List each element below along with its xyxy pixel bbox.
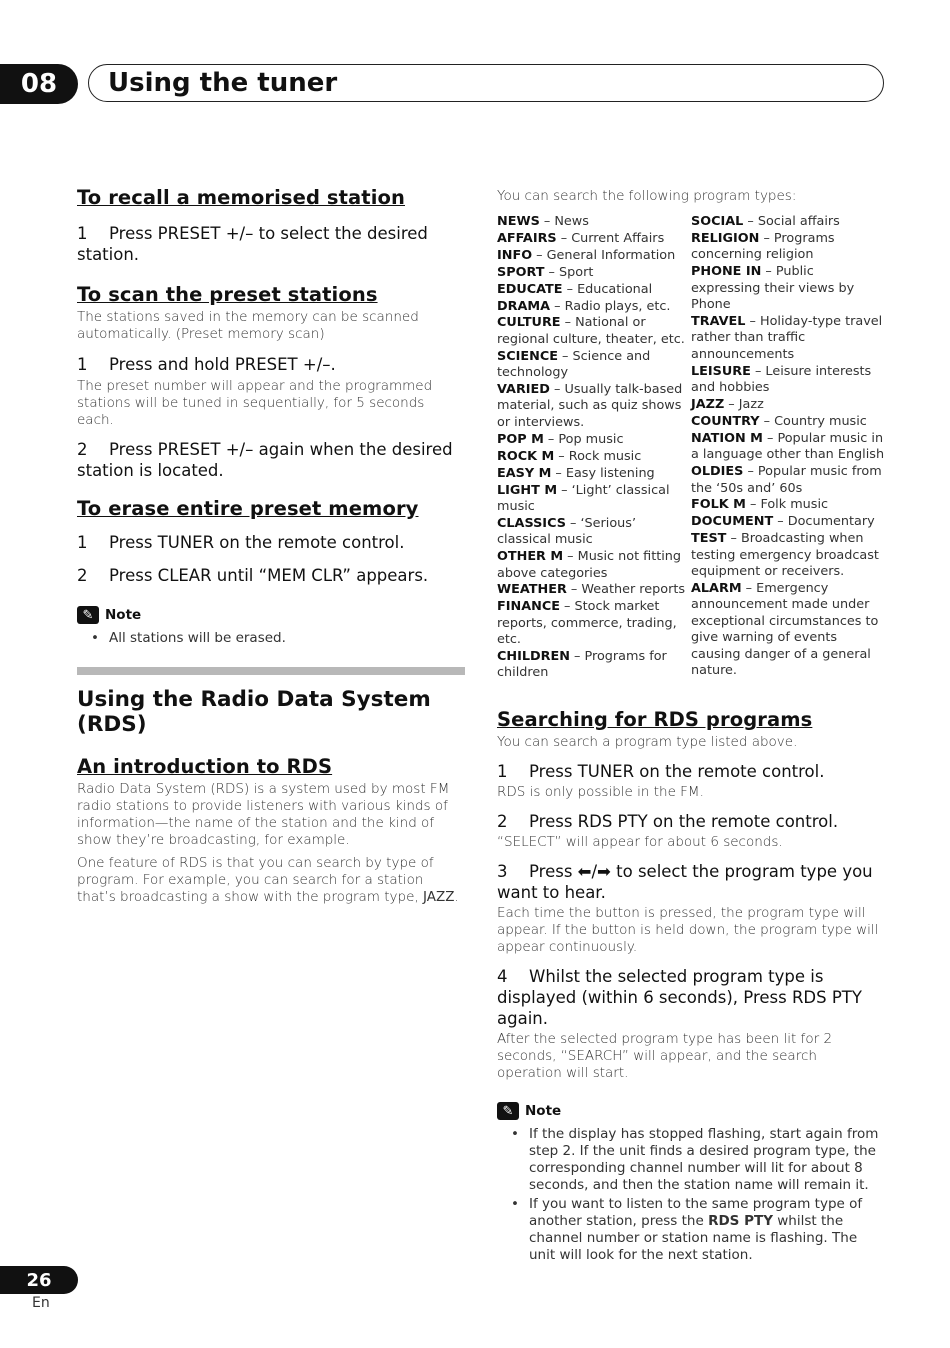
note-bullet-2 [497, 1196, 885, 1264]
page-number: 26 [26, 1269, 52, 1291]
program-type-code: NATION M [691, 430, 763, 446]
program-type-item: PHONE IN – Public expressing their views by Phone [691, 264, 855, 313]
program-type-desc: Music not fitting above categories [497, 549, 682, 581]
program-type-item: WEATHER – Weather reports [497, 582, 686, 598]
program-type-item: COUNTRY – Country music [691, 413, 867, 429]
program-type-desc: Popular music from the ‘50s and’ 60s [691, 464, 882, 496]
program-type-desc: Radio plays, etc. [564, 298, 671, 314]
para-text: One feature of RDS is that you can search by type of program. For example, you can search for a station that’s broadcasting a show with the program type, [77, 855, 434, 905]
program-type-code: DOCUMENT [691, 514, 774, 530]
program-type-code: NEWS [497, 214, 540, 229]
program-type-item: VARIED – Usually talk-based material, such as quiz shows or interviews. [497, 382, 683, 430]
program-type-desc: Rock music [568, 448, 642, 464]
program-type-desc: Holiday-type travel rather than traffic announcements [691, 313, 883, 362]
program-type-code: EASY M [497, 465, 552, 481]
program-type-desc: Documentary [787, 514, 875, 530]
types-intro: You can search the following program types: [497, 188, 797, 204]
left-column [77, 186, 465, 906]
program-type-code: SCIENCE [497, 348, 558, 364]
program-type-desc: Social affairs [757, 214, 840, 229]
program-type-item: SPORT – Sport [497, 264, 594, 280]
step-number: 1 [77, 224, 88, 243]
program-type-desc: Broadcasting when testing emergency broadcast equipment or receivers. [691, 531, 879, 580]
program-type-desc: Country music [774, 413, 867, 429]
program-type-code: RELIGION [691, 230, 760, 246]
program-type-item: NATION M – Popular music in a language other than English [691, 430, 885, 463]
rds-title: Using the Radio Data System (RDS) [77, 687, 431, 737]
program-type-desc: ‘Light’ classical music [497, 482, 670, 514]
program-type-desc: Usually talk-based material, such as quiz shows or interviews. [497, 382, 683, 430]
recall-step-1 [77, 223, 465, 265]
scan-step-1-body: The preset number will appear and the programmed stations will be tuned in sequentially, for 5 seconds each. [77, 378, 433, 428]
search-step-1-body: RDS is only possible in the FM. [497, 784, 704, 801]
note-label: Note [525, 1103, 562, 1120]
program-type-item: RELIGION – Programs concerning religion [691, 230, 835, 263]
program-type-desc: Public expressing their views by Phone [691, 264, 855, 313]
program-type-code: EDUCATE [497, 281, 563, 297]
program-type-item: LIGHT M – ‘Light’ classical music [497, 482, 670, 514]
note-bullet-1: • If the display has stopped flashing, start again from step 2. If the unit finds a desired program type, the corresponding channel number will lit for about 8 seconds, and then the station name will remain it. [497, 1126, 885, 1194]
program-type-desc: Folk music [760, 497, 829, 513]
program-type-desc: Science and technology [497, 348, 651, 381]
program-type-desc: Popular music in a language other than English [691, 430, 885, 463]
step-number: 1 [77, 533, 88, 552]
step-number: 2 [77, 440, 88, 459]
page-number-tab [0, 1266, 78, 1294]
program-type-code: POP M [497, 431, 544, 447]
step-number: 1 [497, 762, 508, 782]
program-type-item: LEISURE – Leisure interests and hobbies [691, 363, 872, 396]
program-type-desc: Emergency announcement made under exceptional circumstances to give warning of events causing danger of a general nature. [691, 580, 879, 678]
program-type-code: CLASSICS [497, 515, 566, 531]
program-type-code: AFFAIRS [497, 230, 557, 246]
step-text: Whilst the selected program type is displayed (within 6 seconds), Press RDS PTY again. [497, 967, 862, 1029]
right-column [497, 188, 885, 1264]
program-type-item: INFO – General Information [497, 247, 676, 263]
program-type-desc: ‘Serious’ classical music [497, 515, 637, 548]
scan-step-1 [77, 354, 465, 375]
page-language: En [32, 1295, 50, 1311]
recall-title: To recall a memorised station [77, 186, 405, 209]
program-type-code: VARIED [497, 382, 550, 398]
step-text: Press TUNER on the remote control. [529, 762, 825, 782]
page-title: Using the tuner [108, 68, 338, 98]
program-type-desc: Easy listening [565, 465, 655, 481]
note-heading [497, 1102, 885, 1120]
search-step-2 [497, 811, 885, 832]
program-type-code: TEST [691, 531, 727, 547]
program-type-code: ROCK M [497, 448, 555, 464]
program-type-desc: Pop music [558, 431, 624, 447]
step-text: Press and hold PRESET +/–. [109, 355, 336, 374]
program-type-item: OTHER M – Music not fitting above categories [497, 549, 682, 581]
program-type-item: ROCK M – Rock music [497, 448, 642, 464]
program-type-code: PHONE IN [691, 264, 762, 280]
program-type-item: EASY M – Easy listening [497, 465, 655, 481]
program-type-code: LIGHT M [497, 482, 558, 498]
program-type-code: SOCIAL [691, 214, 744, 229]
erase-title: To erase entire preset memory [77, 497, 419, 520]
program-type-item: NEWS – News [497, 214, 589, 229]
left-right-arrow-icon: ⬅/➡ [577, 862, 611, 882]
scan-intro: The stations saved in the memory can be scanned automatically. (Preset memory scan) [77, 309, 419, 342]
step-text-end: to select the program type you want to hear. [497, 862, 873, 903]
program-type-code: LEISURE [691, 363, 751, 379]
program-type-item: FOLK M – Folk music [691, 497, 829, 513]
program-type-item: POP M – Pop music [497, 431, 624, 447]
program-type-code: FOLK M [691, 497, 746, 513]
program-type-item: ALARM – Emergency announcement made under exceptional circumstances to give warning of events causing danger of a general nature. [691, 580, 879, 678]
program-type-desc: Educational [577, 281, 653, 297]
program-type-desc: Current Affairs [571, 230, 665, 246]
program-type-code: OLDIES [691, 464, 744, 480]
program-type-desc: Stock market reports, commerce, trading, etc. [497, 599, 677, 648]
search-step-4 [497, 966, 885, 1029]
program-type-desc: Leisure interests and hobbies [691, 363, 872, 396]
pencil-icon: ✎ [77, 606, 99, 624]
program-type-desc: Sport [559, 264, 594, 280]
search-step-3-body: Each time the button is pressed, the program type will appear. If the button is held down, the program type will appear continuously. [497, 905, 879, 956]
program-type-code: SPORT [497, 264, 545, 280]
program-type-desc: National or regional culture, theater, etc. [497, 315, 685, 347]
program-type-code: FINANCE [497, 599, 560, 615]
program-type-code: ALARM [691, 580, 742, 596]
bullet-text-end: whilst the channel number or station name is flashing. The unit will look for the next station. [529, 1213, 858, 1264]
bullet-bold: RDS PTY [708, 1213, 773, 1230]
program-type-code: JAZZ [691, 396, 725, 412]
search-intro: You can search a program type listed above. [497, 734, 798, 751]
program-type-desc: Jazz [738, 396, 764, 412]
program-type-code: COUNTRY [691, 413, 760, 429]
section-divider [77, 667, 465, 675]
step-text: Press CLEAR until “MEM CLR” appears. [109, 566, 429, 585]
program-type-desc: Weather reports [581, 582, 686, 598]
search-step-4-body: After the selected program type has been lit for 2 seconds, “SEARCH” will appear, and the search operation will start. [497, 1031, 833, 1082]
step-number: 2 [77, 566, 88, 585]
program-type-code: CHILDREN [497, 649, 570, 665]
program-type-code: CULTURE [497, 315, 561, 331]
program-type-item: AFFAIRS – Current Affairs [497, 230, 665, 246]
program-type-code: OTHER M [497, 549, 564, 565]
program-type-desc: Programs for children [497, 649, 667, 681]
note-heading [77, 606, 465, 624]
program-type-item: JAZZ – Jazz [691, 396, 764, 412]
program-type-code: WEATHER [497, 582, 567, 598]
program-type-item: DOCUMENT – Documentary [691, 514, 875, 530]
scan-step-2 [77, 439, 465, 481]
step-text: Press PRESET +/– again when the desired station is located. [77, 440, 453, 480]
note-bullet: • All stations will be erased. [77, 630, 465, 647]
step-number: 3 [497, 862, 508, 882]
chapter-tab [0, 64, 78, 104]
program-type-list [497, 214, 885, 682]
program-type-code: INFO [497, 247, 533, 263]
erase-step-1 [77, 532, 465, 553]
erase-step-2 [77, 565, 465, 586]
step-number: 4 [497, 967, 508, 987]
search-title: Searching for RDS programs [497, 708, 813, 732]
program-type-item: OLDIES – Popular music from the ‘50s and’ 60s [691, 464, 882, 496]
rds-para-1: Radio Data System (RDS) is a system used by most FM radio stations to provide listeners with various kinds of information—the name of the station and the kind of show they’re broadcasting, for example. [77, 781, 450, 848]
program-type-item: CHILDREN – Programs for children [497, 649, 667, 681]
program-type-desc: General Information [546, 247, 676, 263]
step-text: Press PRESET +/– to select the desired station. [77, 224, 428, 264]
program-type-item: EDUCATE – Educational [497, 281, 653, 297]
program-type-item: SOCIAL – Social affairs [691, 214, 840, 229]
program-type-desc: News [554, 214, 589, 229]
program-type-item: DRAMA – Radio plays, etc. [497, 298, 671, 314]
step-text: Press TUNER on the remote control. [109, 533, 405, 552]
step-number: 1 [77, 355, 88, 374]
bullet-text: If you want to listen to the same program type of another station, press the [529, 1196, 863, 1230]
program-type-item: CULTURE – National or regional culture, theater, etc. [497, 315, 685, 347]
search-step-3 [497, 861, 885, 903]
pencil-icon: ✎ [497, 1102, 519, 1120]
para-bold: JAZZ [423, 889, 455, 905]
program-type-code: TRAVEL [691, 313, 746, 329]
scan-title: To scan the preset stations [77, 283, 378, 306]
rds-para-2 [77, 855, 465, 906]
program-type-code: DRAMA [497, 298, 551, 314]
chapter-number: 08 [20, 69, 58, 99]
search-step-1 [497, 761, 885, 782]
program-type-column-1 [497, 214, 691, 682]
program-type-item: SCIENCE – Science and technology [497, 348, 651, 381]
program-type-item: TRAVEL – Holiday-type travel rather than traffic announcements [691, 313, 883, 362]
program-type-desc: Programs concerning religion [691, 230, 835, 263]
program-type-item: TEST – Broadcasting when testing emergency broadcast equipment or receivers. [691, 531, 879, 580]
step-number: 2 [497, 812, 508, 832]
search-step-2-body: “SELECT” will appear for about 6 seconds. [497, 834, 783, 851]
program-type-item: FINANCE – Stock market reports, commerce, trading, etc. [497, 599, 677, 648]
step-text: Press [529, 862, 578, 882]
step-text: Press RDS PTY on the remote control. [529, 812, 839, 832]
note-label: Note [105, 607, 142, 623]
rds-intro-title: An introduction to RDS [77, 755, 333, 778]
para-text-end: . [454, 889, 459, 905]
program-type-column-2 [691, 214, 885, 682]
program-type-item: CLASSICS – ‘Serious’ classical music [497, 515, 637, 548]
